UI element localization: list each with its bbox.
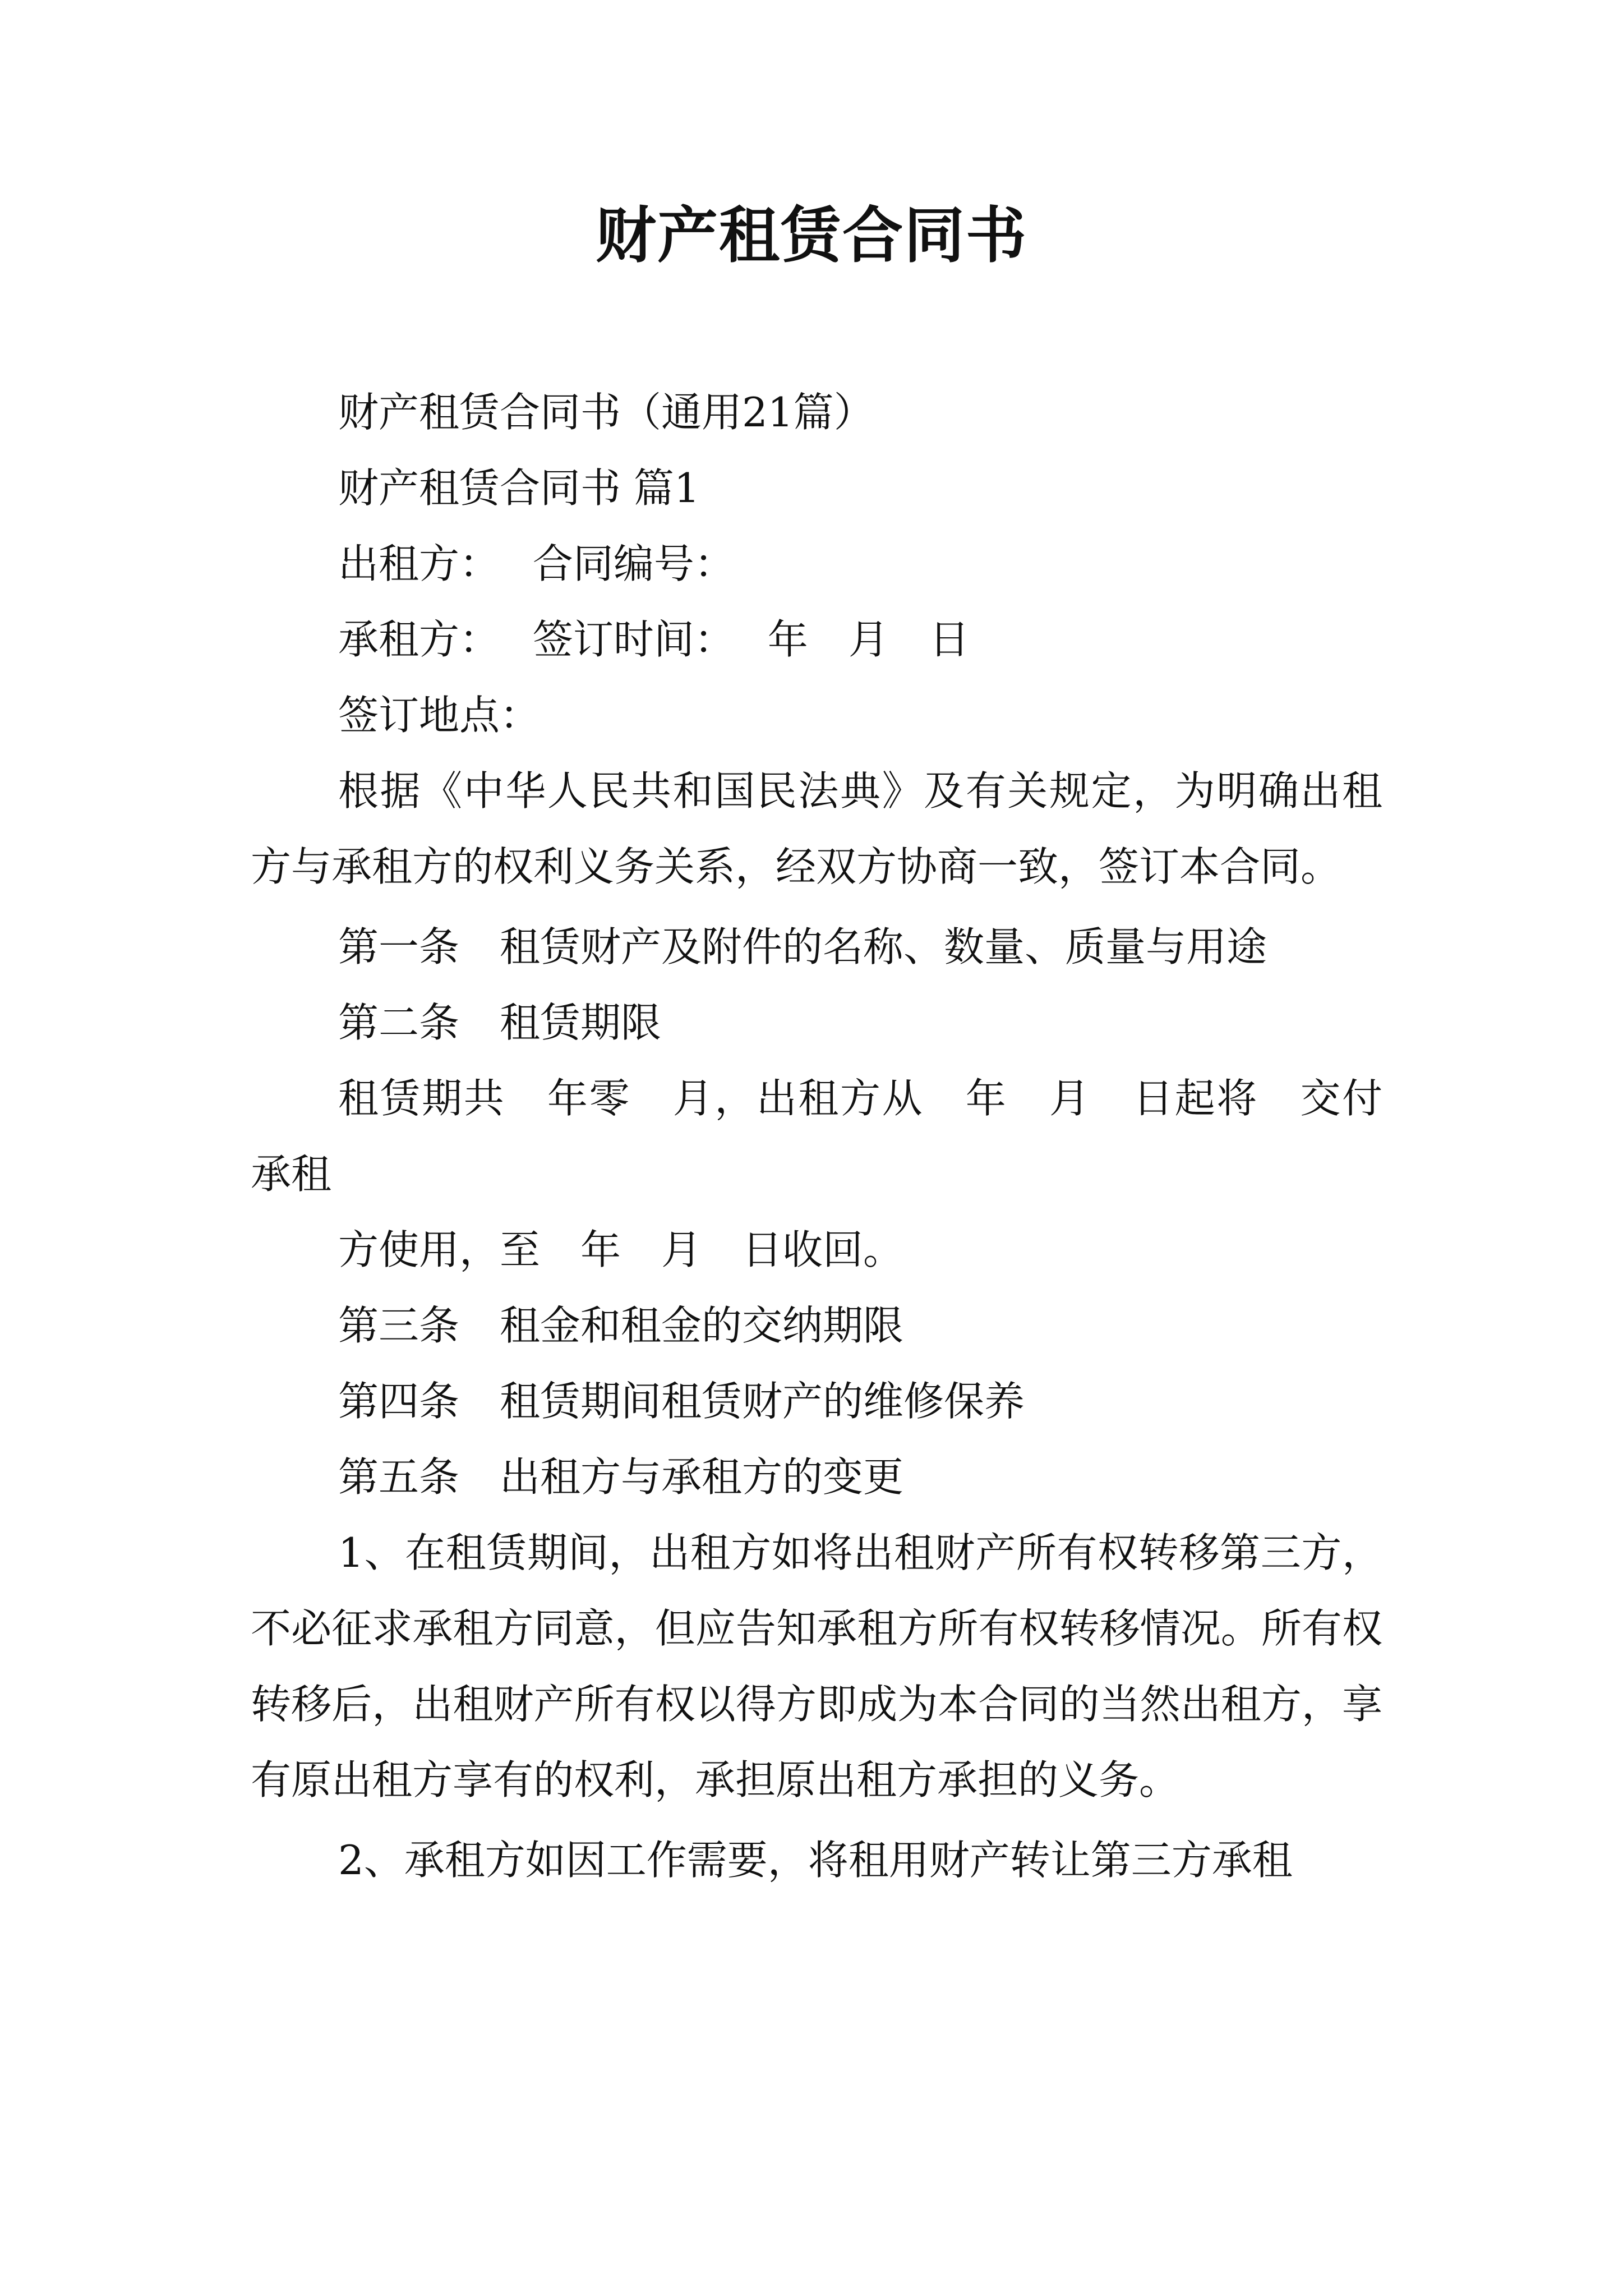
paragraph-article-5: 第五条 出租方与承租方的变更 [338, 1453, 904, 1501]
paragraph-preamble: 根据《中华人民共和国民法典》及有关规定，为明确出租方与承租方的权利义务关系，经双方协商一致，签订本合同。 [251, 767, 1382, 890]
paragraph-article-4: 第四条 租赁期间租赁财产的维修保养 [338, 1378, 1025, 1425]
paragraph-article-2: 第二条 租赁期限 [338, 999, 662, 1046]
paragraph-lease-term: 租赁期共 年零 月，出租方从 年 月 日起将 交付承租 [251, 1075, 1382, 1198]
paragraph-article-3: 第三条 租金和租金的交纳期限 [338, 1302, 904, 1349]
paragraph-signing-place: 签订地点： [338, 692, 541, 739]
paragraph-lessor: 出租方： 合同编号： [338, 540, 735, 587]
document-body [251, 375, 1382, 1898]
paragraph-lease-term-end: 方使用，至 年 月 日收回。 [338, 1226, 904, 1273]
document-title: 财产租赁合同书 [595, 200, 1027, 271]
paragraph-clause-2: 2、承租方如因工作需要，将租用财产转让第三方承租 [338, 1837, 1293, 1884]
paragraph-subtitle: 财产租赁合同书（通用21篇） [338, 389, 874, 436]
paragraph-clause-1: 1、在租赁期间，出租方如将出租财产所有权转移第三方，不必征求承租方同意，但应告知承租方所有权转移情况。所有权转移后，出租财产所有权以得方即成为本合同的当然出租方，享有原出租方享有的权利，承担原出租方承担的义务。 [251, 1529, 1382, 1803]
paragraph-lessee: 承租方： 签订时间： 年 月 日 [338, 616, 970, 663]
paragraph-article-1: 第一条 租赁财产及附件的名称、数量、质量与用途 [338, 923, 1267, 970]
paragraph-section-heading: 财产租赁合同书 篇1 [338, 464, 700, 512]
